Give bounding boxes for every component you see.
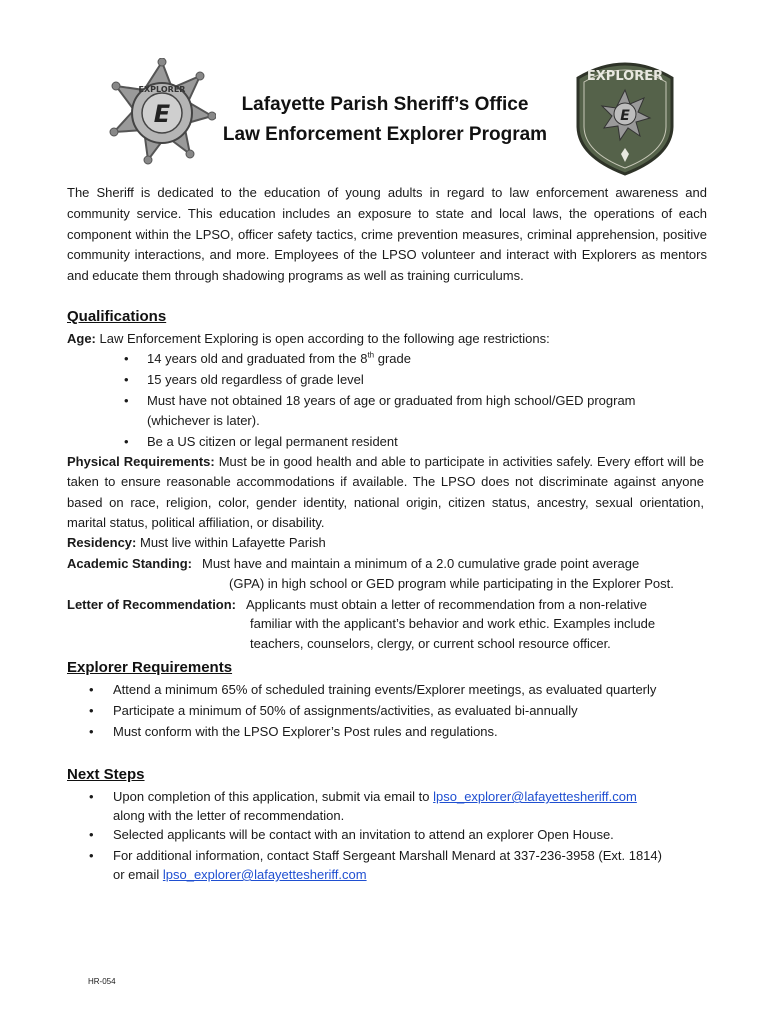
residency-label: Residency: bbox=[67, 535, 137, 550]
residency-line bbox=[67, 533, 326, 553]
bullet-icon: • bbox=[89, 682, 94, 697]
physical-text: Must be in good health and able to participate in activities safely. Every effort will be taken to ensure reasonable accommodations if available. The LPSO does not discriminate against anyone based on race, religion, color, gender identity, national origin, citizen status, ancestry, sexual orientation, marital status, political affiliation, or disability. bbox=[67, 454, 705, 530]
bullet-icon: • bbox=[89, 703, 94, 718]
intro-paragraph: The Sheriff is dedicated to the education of young adults in regard to law enforcement awareness and community service. This education includes an exposure to state and local laws, the operations of each component within the LPSO, officer safety tactics, crime prevention measures, criminal apprehension, positive community interactions, and more. Employees of the LPSO volunteer and interact with Explorers as mentors and educate them through shadowing programs as well as training curriculums. bbox=[67, 185, 707, 284]
qualifications-heading: Qualifications bbox=[67, 308, 167, 325]
age-text: Law Enforcement Exploring is open according to the following age restrictions: bbox=[99, 331, 550, 346]
next-step-item-3-line2: or email lpso_explorer@lafayettesheriff.com bbox=[113, 867, 367, 882]
next-steps-heading: Next Steps bbox=[67, 766, 145, 783]
bullet-icon: • bbox=[89, 827, 94, 842]
next-step-item-3: For additional information, contact Staff Sergeant Marshall Menard at 337-236-3958 (Ext. 1814) bbox=[113, 848, 662, 863]
bullet-icon: • bbox=[124, 372, 129, 387]
academic-label: Academic Standing: bbox=[67, 556, 192, 571]
email-link[interactable]: lpso_explorer@lafayettesheriff.com bbox=[162, 867, 367, 882]
explorer-patch-logo bbox=[574, 56, 676, 176]
badge-left-letter: E bbox=[153, 100, 171, 128]
requirement-item: Attend a minimum 65% of scheduled training events/Explorer meetings, as evaluated quarterly bbox=[113, 682, 657, 697]
age-item-4: Be a US citizen or legal permanent resident bbox=[147, 434, 398, 449]
academic-line1: Must have and maintain a minimum of a 2.0 cumulative grade point average bbox=[202, 556, 640, 571]
requirement-item: Must conform with the LPSO Explorer’s Post rules and regulations. bbox=[113, 724, 498, 739]
explorer-requirements-heading: Explorer Requirements bbox=[67, 659, 233, 676]
badge-left-text: EXPLORER bbox=[138, 85, 186, 94]
age-item-1: 14 years old and graduated from the 8th grade bbox=[147, 350, 411, 366]
bullet-icon: • bbox=[89, 724, 94, 739]
bullet-icon: • bbox=[124, 351, 129, 366]
letter-line1: Applicants must obtain a letter of recommendation from a non-relative bbox=[246, 597, 648, 612]
age-line bbox=[67, 329, 550, 349]
age-label: Age: bbox=[67, 331, 96, 346]
next-step-item-1: Upon completion of this application, submit via email to lpso_explorer@lafayettesheriff.com bbox=[113, 789, 637, 804]
email-link[interactable]: lpso_explorer@lafayettesheriff.com bbox=[433, 789, 637, 804]
letter-label: Letter of Recommendation: bbox=[67, 597, 237, 612]
letter-line2: familiar with the applicant’s behavior and work ethic. Examples include bbox=[250, 616, 656, 631]
requirement-item: Participate a minimum of 50% of assignments/activities, as evaluated bi-annually bbox=[113, 703, 578, 718]
next-step-item-1-line2: along with the letter of recommendation. bbox=[113, 808, 345, 823]
patch-right-text: EXPLORER bbox=[586, 69, 664, 84]
academic-line2: (GPA) in high school or GED program while participating in the Explorer Post. bbox=[229, 576, 674, 591]
physical-requirements bbox=[67, 452, 704, 533]
bullet-icon: • bbox=[89, 848, 94, 863]
patch-right-letter: E bbox=[620, 108, 630, 124]
letter-line3: teachers, counselors, clergy, or current school resource officer. bbox=[250, 636, 611, 651]
bullet-icon: • bbox=[124, 434, 129, 449]
age-item-3-line1: Must have not obtained 18 years of age or graduated from high school/GED program bbox=[147, 393, 636, 408]
next-step-item-2: Selected applicants will be contact with an invitation to attend an explorer Open House. bbox=[113, 827, 614, 842]
bullet-icon: • bbox=[124, 393, 129, 408]
bullet-icon: • bbox=[89, 789, 94, 804]
residency-text: Must live within Lafayette Parish bbox=[140, 535, 326, 550]
form-code: HR-054 bbox=[88, 977, 116, 986]
age-item-3-line2: (whichever is later). bbox=[147, 413, 260, 428]
age-item-2: 15 years old regardless of grade level bbox=[147, 372, 364, 387]
page-title-line2: Law Enforcement Explorer Program bbox=[222, 124, 548, 145]
page-title-line1: Lafayette Parish Sheriff’s Office bbox=[241, 94, 529, 115]
physical-label: Physical Requirements: bbox=[67, 454, 215, 469]
